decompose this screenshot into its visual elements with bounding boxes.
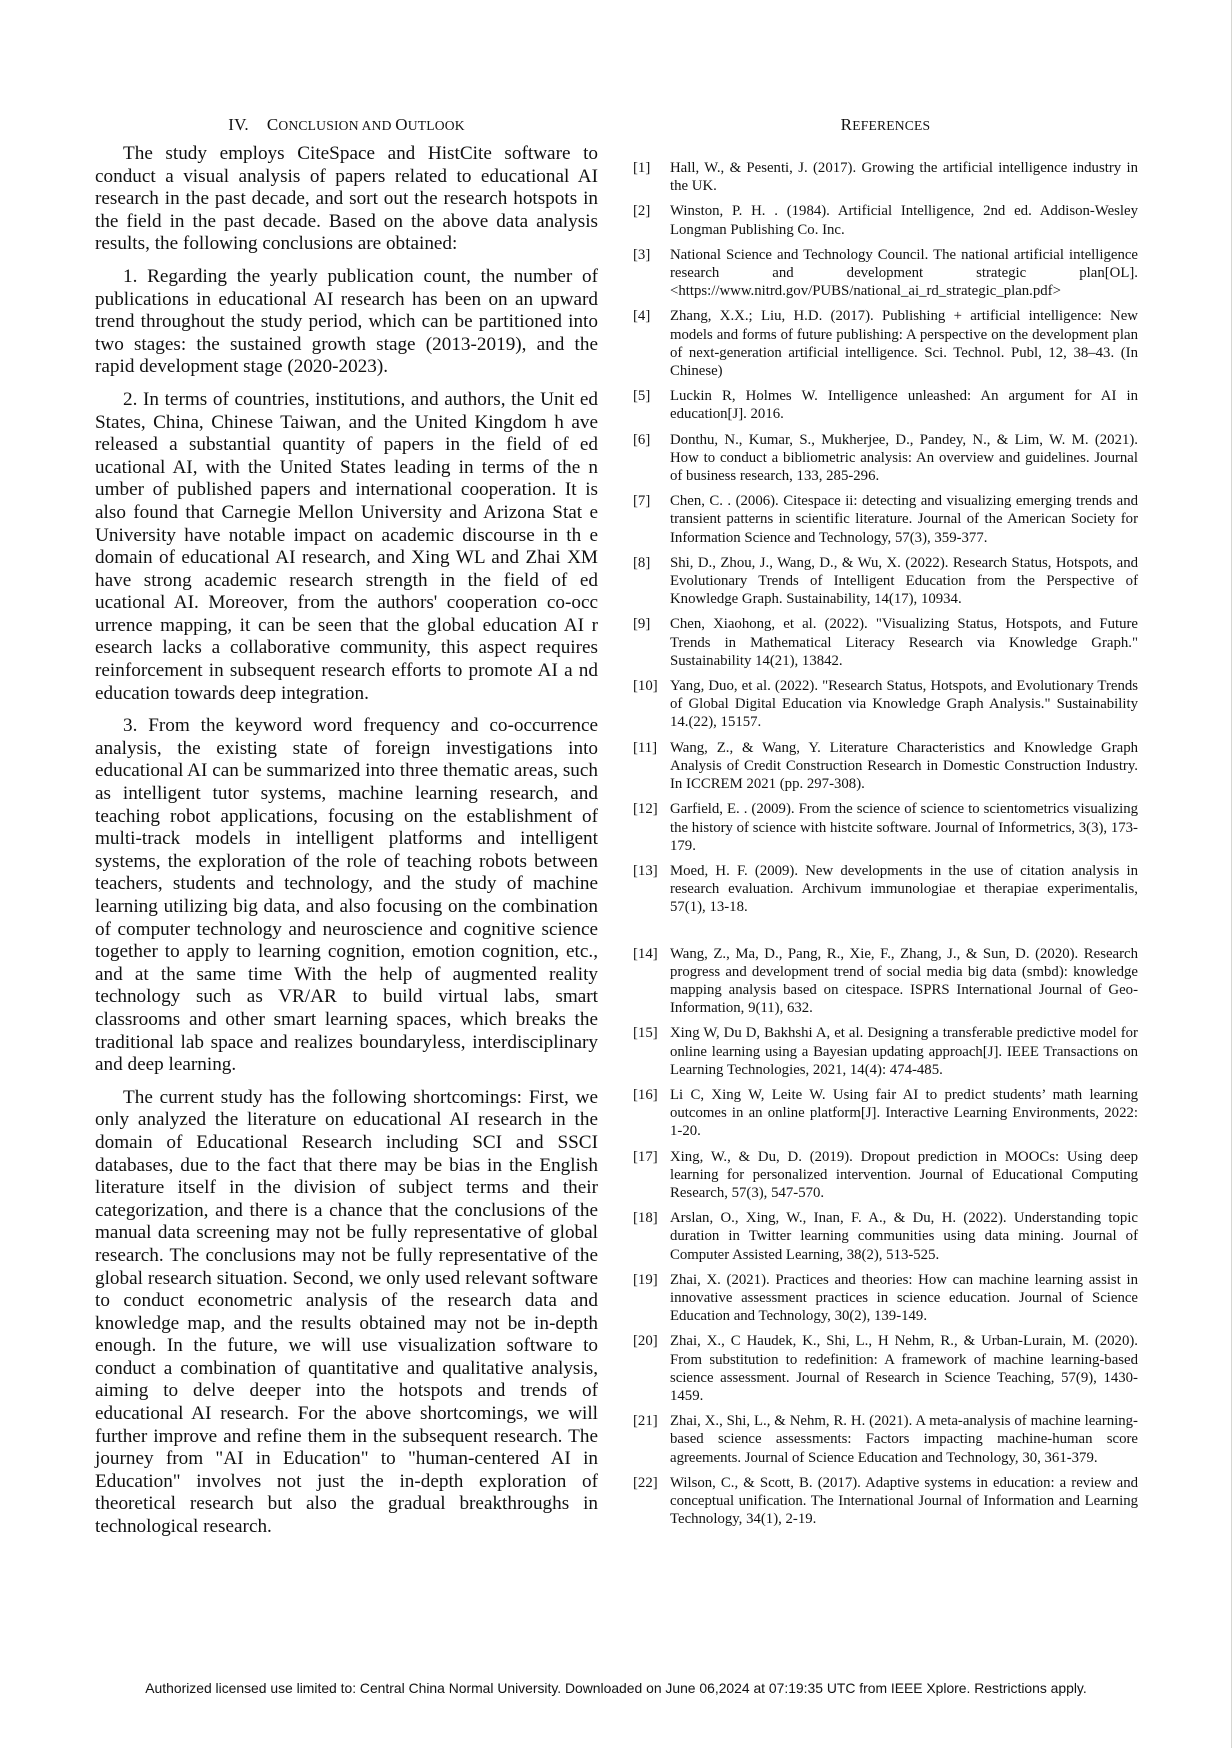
reference-item (633, 202, 1138, 238)
reference-text: Donthu, N., Kumar, S., Mukherjee, D., Pandey, N., & Lim, W. M. (2021). How to conduct a bibliometric analysis: An overview and guidelines. Journal of business research, 133, 285-296. (670, 431, 1138, 485)
reference-item (633, 1148, 1138, 1203)
reference-item (633, 554, 1138, 609)
heading-letter-r: R (840, 115, 853, 134)
reference-number: [9] (633, 616, 651, 633)
reference-item (633, 492, 1138, 547)
reference-item (633, 862, 1138, 917)
reference-item (633, 1412, 1138, 1467)
reference-number: [5] (633, 388, 651, 405)
left-column (95, 115, 598, 1549)
reference-item (633, 739, 1138, 794)
heading-part-utlook: UTLOOK (407, 118, 465, 133)
reference-text: National Science and Technology Council. The national artificial intelligence research and development strategic plan[OL].<https://www.nitrd.gov/PUBS/national_ai_rd_strategic_plan.pdf> (670, 246, 1138, 300)
reference-list (633, 159, 1138, 1528)
reference-number: [18] (633, 1210, 658, 1227)
section-heading-references (633, 115, 1138, 135)
reference-item (633, 159, 1138, 195)
reference-text: Shi, D., Zhou, J., Wang, D., & Wu, X. (2022). Research Status, Hotspots, and Evolutionary Trends of Intelligent Education from the Perspective of Knowledge Graph. Sustainability, 14(17), 10934. (670, 554, 1138, 608)
reference-text: Winston, P. H. . (1984). Artificial Intelligence, 2nd ed. Addison-Wesley Longman Publishing Co. Inc. (670, 203, 1138, 238)
reference-item (633, 1332, 1138, 1405)
reference-text: Wilson, C., & Scott, B. (2017). Adaptive systems in education: a review and conceptual unification. The International Journal of Information and Learning Technology, 34(1), 2-19. (670, 1474, 1138, 1528)
paragraph-shortcomings: The current study has the following shortcomings: First, we only analyzed the literature on educational AI research in the domain of Educational Research including SCI and SSCI databases, due to the fact that there may be bias in the English literature itself in the division of subject terms and their categorization, and there is a chance that the conclusions of the manual data screening may not be fully representative of global research. The conclusions may not be fully representative of the global research situation. Second, we only used relevant software to conduct econometric analysis of the research data and knowledge map, and the results obtained may not be in-depth enough. In the future, we will use visualization software to conduct a combination of quantitative and qualitative analysis, aiming to delve deeper into the hotspots and trends of educational AI research. For the above shortcomings, we will further improve and refine them in the subsequent research. The journey from "AI in Education" to "human-centered AI in Education" involves not just the in-depth exploration of theoretical research but also the gradual breakthroughs in technological research. (95, 1086, 598, 1538)
reference-item (633, 1209, 1138, 1264)
reference-text: Chen, C. . (2006). Citespace ii: detecting and visualizing emerging trends and transient patterns in scientific literature. Journal of the American Society for Information Science and Technology, 57(3), 359-377. (670, 493, 1138, 546)
reference-number: [13] (633, 862, 658, 879)
reference-item (633, 1271, 1138, 1326)
section-heading-conclusion (95, 115, 598, 135)
reference-number: [2] (633, 203, 651, 220)
reference-number: [19] (633, 1271, 658, 1288)
reference-item (633, 677, 1138, 732)
reference-text: Hall, W., & Pesenti, J. (2017). Growing the artificial intelligence industry in the UK. (670, 160, 1138, 195)
paragraph-conclusion-2: 2. In terms of countries, institutions, and authors, the Unit ed States, China, Chinese Taiwan, and the United Kingdom h ave released a substantial quantity of papers in the field of ed ucational AI, with the United States leading in terms of the n umber of published papers and international cooperation. It is also found that Carnegie Mellon University and Arizona Stat e University have notable impact on academic discourse in th e domain of educational AI research, and Xing WL and Zhai XM have strong academic research strength in the field of ed ucational AI. Moreover, from the authors' cooperation co-occ urrence mapping, it can be seen that the global education AI r esearch lacks a collaborative community, this aspect requires reinforcement in subsequent research efforts to promote AI a nd education towards deep integration. (95, 388, 598, 704)
heading-part-onclusion: ONCLUSION AND (278, 118, 396, 133)
reference-item (633, 945, 1138, 1018)
reference-number: [4] (633, 308, 651, 325)
reference-number: [12] (633, 801, 658, 818)
reference-number: [11] (633, 739, 658, 756)
reference-text: Wang, Z., & Wang, Y. Literature Characteristics and Knowledge Graph Analysis of Credit Construction Research in Domestic Construction Industry. In ICCREM 2021 (pp. 297-308). (670, 739, 1138, 793)
reference-number: [15] (633, 1025, 658, 1042)
reference-number: [6] (633, 431, 651, 448)
reference-text: Wang, Z., Ma, D., Pang, R., Xie, F., Zhang, J., & Sun, D. (2020). Research progress and development trend of social media big data (smbd): knowledge mapping analysis based on citespace. ISPRS International Journal of Geo-Information, 9(11), 632. (670, 945, 1138, 1017)
reference-text: Xing, W., & Du, D. (2019). Dropout prediction in MOOCs: Using deep learning for personalized intervention. Journal of Educational Computing Research, 57(3), 547-570. (670, 1148, 1138, 1201)
reference-text: Zhai, X. (2021). Practices and theories: How can machine learning assist in innovative assessment practices in science education. Journal of Science Education and Technology, 30(2), 139-149. (670, 1271, 1138, 1325)
reference-number: [16] (633, 1086, 658, 1103)
reference-text: Chen, Xiaohong, et al. (2022). "Visualizing Status, Hotspots, and Future Trends in Mathematical Literacy Research via Knowledge Graph." Sustainability 14(21), 13842. (670, 616, 1138, 669)
heading-part-eferences: EFERENCES (852, 118, 931, 133)
paragraph-conclusion-3: 3. From the keyword word frequency and co-occurrence analysis, the existing state of foreign investigations into educational AI can be summarized into three thematic areas, such as intelligent tutor systems, machine learning research, and teaching robot applications, focusing on the establishment of multi-track models in intelligent platforms and intelligent systems, the exploration of the role of teaching robots between teachers, students and technology, and the study of machine learning utilizing big data, and also focusing on the combination of computer technology and neuroscience and cognitive science together to apply to learning cognition, emotion cognition, etc., and at the same time With the help of augmented reality technology such as VR/AR to build virtual labs, smart classrooms and other smart learning spaces, which breaks the traditional lab space and realizes boundaryless, interdisciplinary and deep learning. (95, 715, 598, 1076)
reference-text: Zhai, X., C Haudek, K., Shi, L., H Nehm, R., & Urban‐Lurain, M. (2020). From substitution to redefinition: A framework of machine learning‐based science assessment. Journal of Research in Science Teaching, 57(9), 1430-1459. (670, 1333, 1138, 1404)
reference-item (633, 800, 1138, 855)
reference-text: Yang, Duo, et al. (2022). "Research Status, Hotspots, and Evolutionary Trends of Global Digital Education via Knowledge Graph Analysis." Sustainability 14.(22), 15157. (670, 678, 1138, 731)
reference-number: [8] (633, 554, 651, 571)
reference-number: [21] (633, 1413, 658, 1430)
reference-text: Zhai, X., Shi, L., & Nehm, R. H. (2021). A meta-analysis of machine learning-based science assessments: Factors impacting machine-human score agreements. Journal of Science Education and Technology, 30, 361-379. (670, 1413, 1138, 1466)
reference-text: Luckin R, Holmes W. Intelligence unleashed: An argument for AI in education[J]. 2016. (670, 388, 1138, 423)
reference-number: [20] (633, 1333, 658, 1350)
reference-number: [14] (633, 945, 658, 962)
reference-item (633, 1086, 1138, 1141)
reference-number: [17] (633, 1148, 658, 1165)
reference-text: Zhang, X.X.; Liu, H.D. (2017). Publishing + artificial intelligence: New models and forms of future publishing: A perspective on the development plan of next-generation artificial intelligence. Sci. Technol. Publ, 12, 38–43. (In Chinese) (670, 308, 1138, 380)
footer-license-notice: Authorized licensed use limited to: Central China Normal University. Downloaded on June 06,2024 at 07:19:35 UTC from IEEE Xplore. Restrictions apply. (145, 1680, 1087, 1696)
heading-letter-o: O (395, 115, 408, 134)
reference-item (633, 431, 1138, 486)
reference-item (633, 387, 1138, 423)
paragraph-intro: The study employs CiteSpace and HistCite software to conduct a visual analysis of papers related to educational AI research in the past decade, and sort out the research hotspots in the field in the past decade. Based on the above data analysis results, the following conclusions are obtained: (95, 143, 598, 255)
reference-number: [7] (633, 493, 651, 510)
reference-number: [22] (633, 1474, 658, 1491)
heading-letter-c: C (266, 115, 279, 134)
reference-text: Li C, Xing W, Leite W. Using fair AI to predict students’ math learning outcomes in an online platform[J]. Interactive Learning Environments, 2022: 1-20. (670, 1086, 1138, 1140)
section-number: IV. (228, 115, 249, 134)
reference-number: [10] (633, 678, 658, 695)
reference-number: [3] (633, 246, 651, 263)
paragraph-conclusion-1: 1. Regarding the yearly publication count, the number of publications in educational AI research has been on an upward trend throughout the study period, which can be partitioned into two stages: the sustained growth stage (2013-2019), and the rapid development stage (2020-2023). (95, 265, 598, 378)
right-column (633, 115, 1138, 1535)
reference-number: [1] (633, 160, 651, 176)
reference-item (633, 246, 1138, 301)
reference-text: Arslan, O., Xing, W., Inan, F. A., & Du, H. (2022). Understanding topic duration in Twitter learning communities using data mining. Journal of Computer Assisted Learning, 38(2), 513-525. (670, 1210, 1138, 1263)
reference-item (633, 1474, 1138, 1529)
reference-item (633, 307, 1138, 380)
reference-text: Garfield, E. . (2009). From the science of science to scientometrics visualizing the history of science with histcite software. Journal of Informetrics, 3(3), 173-179. (670, 801, 1138, 854)
reference-text: Xing W, Du D, Bakhshi A, et al. Designing a transferable predictive model for online learning using a Bayesian updating approach[J]. IEEE Transactions on Learning Technologies, 2021, 14(4): 474-485. (670, 1025, 1138, 1078)
reference-item (633, 1024, 1138, 1079)
reference-text: Moed, H. F. (2009). New developments in the use of citation analysis in research evaluation. Archivum immunologiae et therapiae experimentalis, 57(1), 13-18. (670, 862, 1138, 916)
reference-item (633, 615, 1138, 670)
